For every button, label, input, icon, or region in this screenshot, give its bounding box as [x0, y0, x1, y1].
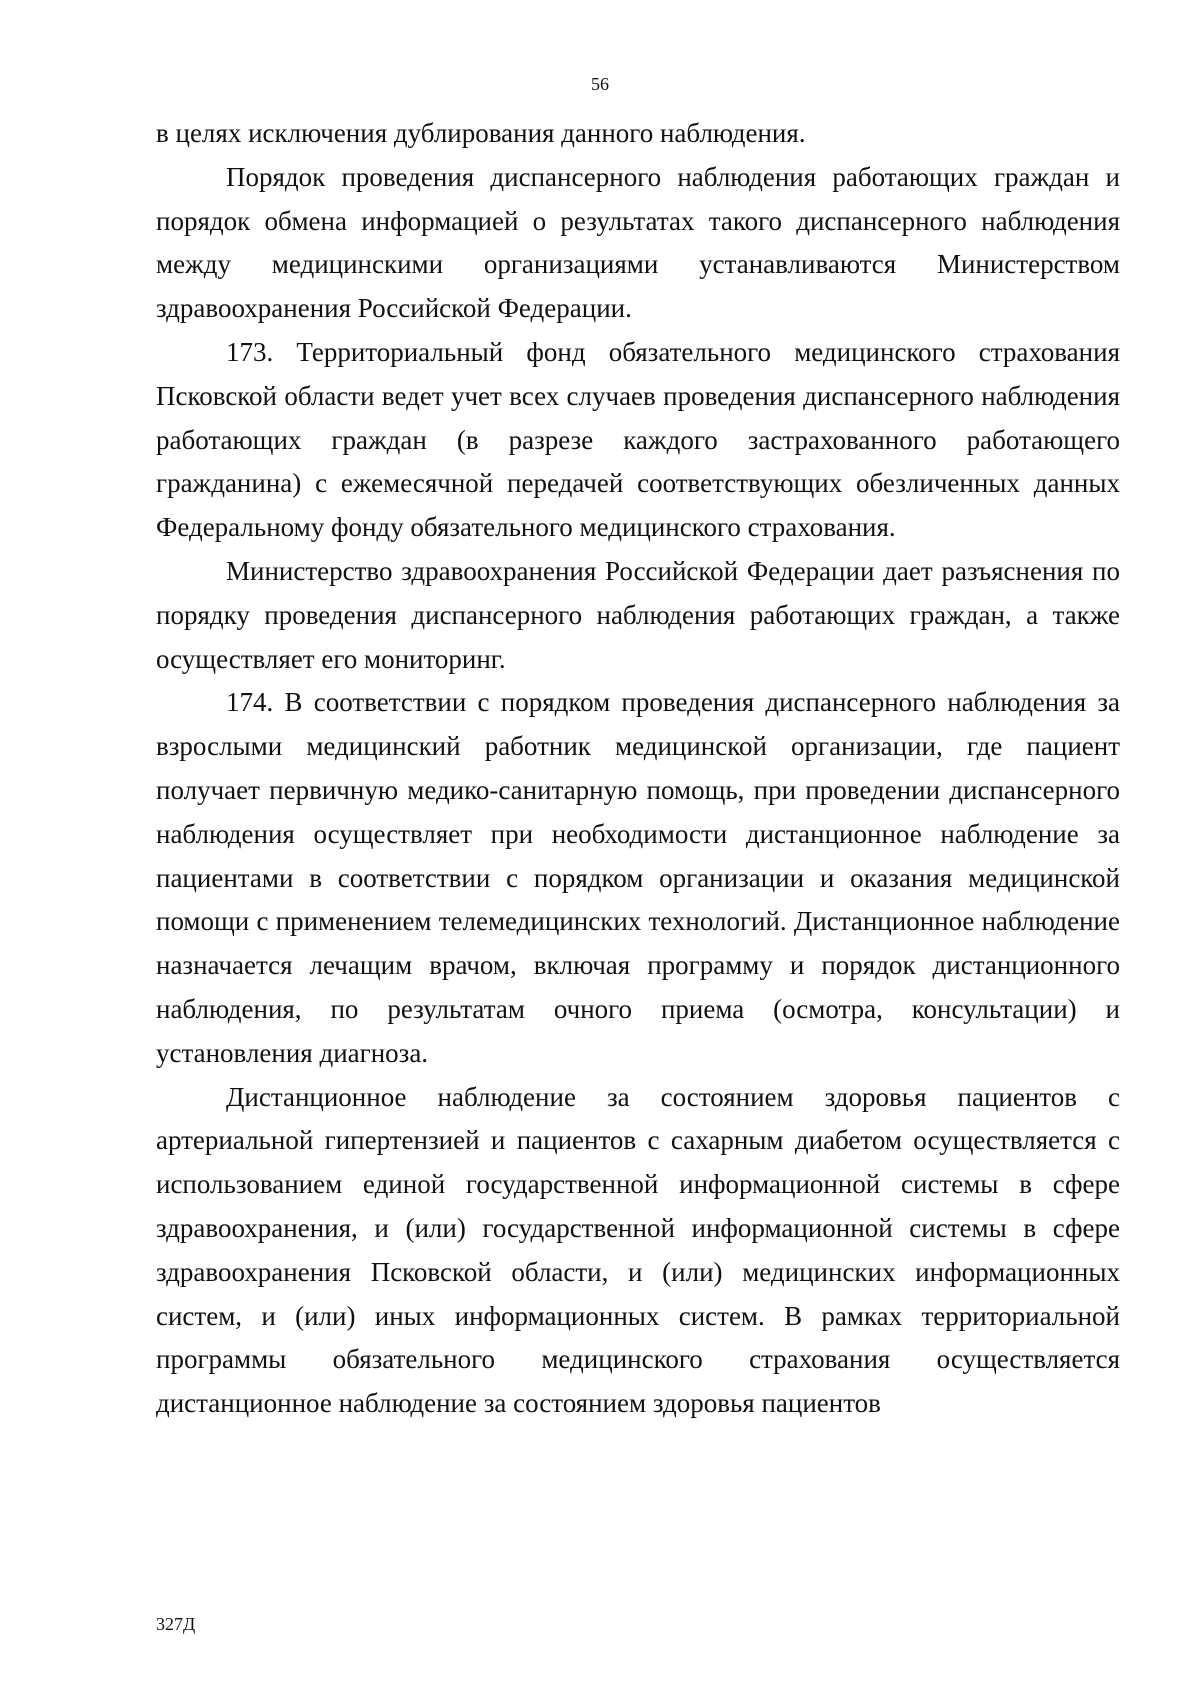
paragraph-continuation: в целях исключения дублирования данного наблюдения. — [156, 118, 806, 148]
document-code: 327Д — [156, 1614, 196, 1634]
document-body — [156, 112, 1120, 1426]
paragraph-item-174: 174. В соответствии с порядком проведения диспансерного наблюдения за взрослыми медицинский работник медицинской организации, где пациент получает первичную медико-санитарную помощь, при проведении диспансерного наблюдения осуществляет при необходимости дистанционное наблюдение за пациентами в соответствии с порядком организации и оказания медицинской помощи с применением телемедицинских технологий. Дистанционное наблюдение назначается лечащим врачом, включая программу и порядок дистанционного наблюдения, по результатам очного приема (осмотра, консультации) и установления диагноза. — [156, 687, 1120, 1068]
paragraph-ministry-clarification: Министерство здравоохранения Российской Федерации дает разъяснения по порядку проведения диспансерного наблюдения работающих граждан, а также осуществляет его мониторинг. — [156, 555, 1120, 674]
paragraph-item-173: 173. Территориальный фонд обязательного медицинского страхования Псковской области ведет учет всех случаев проведения диспансерного наблюдения работающих граждан (в разрезе каждого застрахованного работающего гражданина) с ежемесячной передачей соответствующих обезличенных данных Федеральному фонду обязательного медицинского страхования. — [156, 336, 1120, 543]
paragraph-dispensary-procedure: Порядок проведения диспансерного наблюдения работающих граждан и порядок обмена информацией о результатах такого диспансерного наблюдения между медицинскими организациями устанавливаются Министерством здравоохранения Российской Федерации. — [156, 161, 1120, 324]
paragraph-remote-monitoring: Дистанционное наблюдение за состоянием здоровья пациентов с артериальной гипертензией и пациентов с сахарным диабетом осуществляется с использованием единой государственной информационной системы в сфере здравоохранения, и (или) государственной информационной системы в сфере здравоохранения Псковской области, и (или) медицинских информационных систем, и (или) иных информационных систем. В рамках территориальной программы обязательного медицинского страхования осуществляется дистанционное наблюдение за состоянием здоровья пациентов — [156, 1081, 1120, 1419]
page-number: 56 — [591, 74, 609, 94]
